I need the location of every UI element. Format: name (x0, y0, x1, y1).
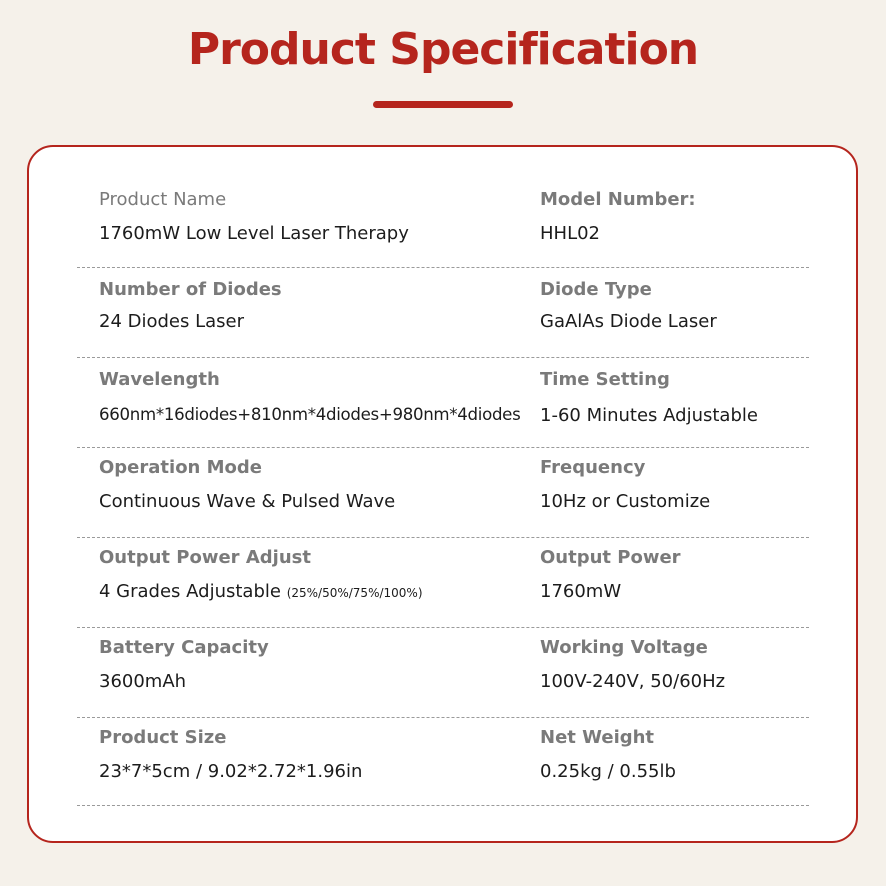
spec-cell-time-setting (540, 357, 810, 447)
spec-card (27, 145, 858, 843)
spec-value (99, 581, 423, 602)
spec-value: 1760mW (540, 581, 622, 602)
spec-value: 0.25kg / 0.55lb (540, 761, 676, 782)
spec-cell-product-size (99, 715, 539, 805)
spec-value: HHL02 (540, 223, 601, 244)
spec-value: 660nm*16diodes+810nm*4diodes+980nm*4diodes (99, 405, 521, 424)
spec-cell-output-power (540, 537, 810, 627)
spec-label: Frequency (540, 457, 646, 478)
spec-label: Output Power Adjust (99, 547, 311, 568)
spec-row-wavelength (77, 357, 809, 448)
spec-row-size (77, 715, 809, 806)
spec-value: 23*7*5cm / 9.02*2.72*1.96in (99, 761, 363, 782)
spec-cell-wavelength (99, 357, 539, 447)
spec-value: 3600mAh (99, 671, 187, 692)
spec-row-product-name (77, 177, 809, 268)
spec-value: 1760mW Low Level Laser Therapy (99, 223, 409, 244)
spec-cell-number-of-diodes (99, 267, 539, 357)
spec-value: 24 Diodes Laser (99, 311, 245, 332)
spec-cell-diode-type (540, 267, 810, 357)
spec-label: Product Size (99, 727, 227, 748)
spec-cell-output-power-adjust (99, 537, 539, 627)
spec-label: Time Setting (540, 369, 670, 390)
spec-label: Diode Type (540, 279, 652, 300)
spec-label: Wavelength (99, 369, 220, 390)
spec-cell-net-weight (540, 715, 810, 805)
spec-value: Continuous Wave & Pulsed Wave (99, 491, 396, 512)
spec-label: Working Voltage (540, 637, 708, 658)
spec-row-battery (77, 627, 809, 718)
spec-cell-product-name (99, 177, 539, 267)
spec-cell-operation-mode (99, 447, 539, 537)
spec-cell-frequency (540, 447, 810, 537)
spec-label: Operation Mode (99, 457, 263, 478)
spec-value: 1-60 Minutes Adjustable (540, 405, 758, 426)
spec-value: GaAlAs Diode Laser (540, 311, 717, 332)
spec-cell-battery-capacity (99, 627, 539, 717)
spec-value: 10Hz or Customize (540, 491, 711, 512)
spec-cell-working-voltage (540, 627, 810, 717)
spec-row-diodes (77, 267, 809, 358)
spec-value: 100V-240V, 50/60Hz (540, 671, 726, 692)
title-underline (373, 101, 513, 108)
spec-row-output-power (77, 537, 809, 628)
spec-label: Model Number: (540, 189, 696, 210)
spec-label: Net Weight (540, 727, 655, 748)
spec-label: Number of Diodes (99, 279, 282, 300)
spec-label: Output Power (540, 547, 681, 568)
spec-value-main: 4 Grades Adjustable (99, 581, 281, 602)
spec-label: Product Name (99, 189, 227, 210)
page-title: Product Specification (187, 24, 699, 75)
spec-cell-model-number (540, 177, 810, 267)
spec-label: Battery Capacity (99, 637, 269, 658)
spec-value-note: (25%/50%/75%/100%) (286, 586, 423, 600)
spec-row-operation (77, 447, 809, 538)
